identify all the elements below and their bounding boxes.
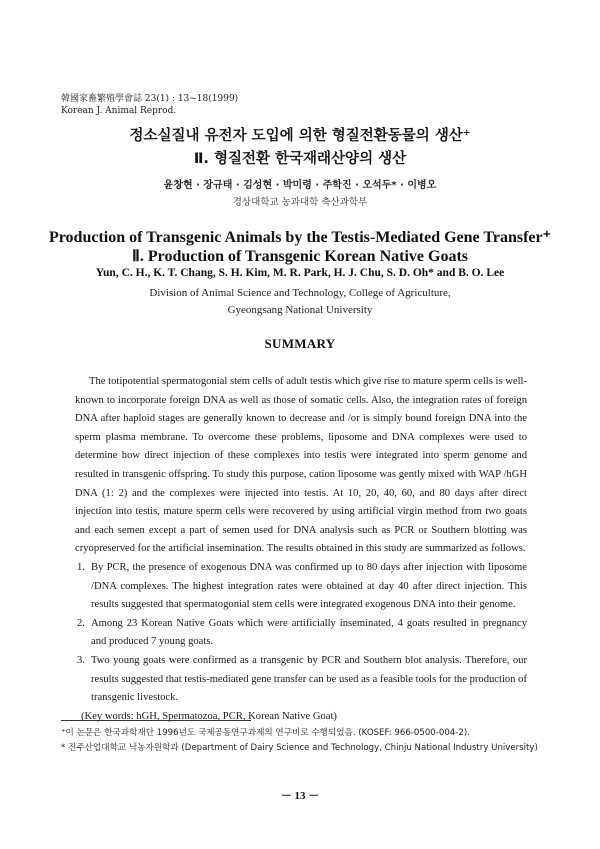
korean-authors: 윤창현 · 장규태 · 김성현 · 박미령 · 주학진 · 오석두* · 이병오 [163, 180, 437, 191]
footnote-divider [61, 720, 251, 721]
list-item [75, 559, 527, 615]
korean-affiliation: 경상대학교 농과대학 축산과학부 [232, 197, 368, 208]
results-list [75, 559, 527, 708]
journal-citation [61, 93, 238, 117]
list-item-number: 2. [77, 617, 85, 629]
english-title-line1: Production of Transgenic Animals by the Testis-Mediated Gene Transfer⁺ [48, 229, 552, 246]
list-item-text: By PCR, the presence of exogenous DNA was confirmed up to 80 days after injection with liposome /DNA complexes. The highest integration rates were obtained at day 40 after direct injection. This results suggested that spermatogonial stem cells were integrated exogenous DNA into their genome. [91, 561, 527, 611]
english-authors: Yun, C. H., K. T. Chang, S. H. Kim, M. R. Park, H. J. Chu, S. D. Oh* and B. O. Lee [95, 267, 505, 279]
korean-title-line2: Ⅱ. 형질전환 한국재래산양의 생산 [193, 151, 407, 167]
summary-body [75, 373, 527, 726]
korean-title-line1: 정소실질내 유전자 도입에 의한 형질전환동물의 생산⁺ [129, 128, 471, 144]
list-item [75, 652, 527, 708]
footnote-affiliation: * 진주산업대학교 낙농자원학과 (Department of Dairy Science and Technology, Chinju National Industry University) [61, 743, 538, 753]
keywords: (Key words: hGH, Spermatozoa, PCR, Korean Native Goat) [81, 710, 337, 722]
english-affiliation-line2: Gyeongsang National University [227, 304, 373, 316]
list-item-text: Two young goats were confirmed as a transgenic by PCR and Southern blot analysis. Therefore, our results suggested that testis-mediated gene transfer can be used as a feasible tools for the production of transgenic livestock. [91, 654, 527, 704]
summary-heading: SUMMARY [264, 336, 336, 351]
summary-paragraph: The totipotential spermatogonial stem cells of adult testis which give rise to mature sperm cells is well-known to incorporate foreign DNA as well as those of somatic cells. Also, the integration rates of foreign DNA after haploid stages are generally known to decrease and /or is simply bound foreign DNA into the sperm plasma membrane. To overcome these problems, liposome and DNA complexes were used to determine how direct injection of these complexes into testis were integrated into sperm genome and resulted in transgenic offspring. To study this purpose, cation liposome was gently mixed with WAP /hGH DNA (1: 2) and the complexes were injected into testis. At 10, 20, 40, 60, and 80 days after direct injection into testis, mature sperm cells were recovered by using artificial virgin method from two goats and each semen except a part of semen used for DNA analysis such as PCR or Southern blotting was cryopreserved for the artificial insemination. The results obtained in this study are summarized as follows. [75, 376, 527, 555]
list-item-number: 3. [77, 654, 85, 666]
journal-citation-english: Korean J. Animal Reprod. [61, 106, 177, 116]
list-item [75, 615, 527, 652]
footnote-funding: ⁺이 논문은 한국과학재단 1996년도 국제공동연구과제의 연구비로 수행되었음. (KOSEF: 966-0500-004-2). [61, 728, 470, 738]
english-title-line2: Ⅱ. Production of Transgenic Korean Native Goats [131, 248, 468, 265]
list-item-text: Among 23 Korean Native Goats which were artificially inseminated, 4 goats resulted in pregnancy and produced 7 young goats. [91, 617, 527, 648]
journal-citation-korean: 韓國家畜繁殖學會誌 23(1) : 13~18(1999) [61, 94, 239, 104]
english-affiliation-line1: Division of Animal Science and Technology, College of Agriculture, [149, 287, 451, 299]
list-item-number: 1. [77, 561, 85, 573]
page-number: － 13 － [280, 790, 320, 802]
